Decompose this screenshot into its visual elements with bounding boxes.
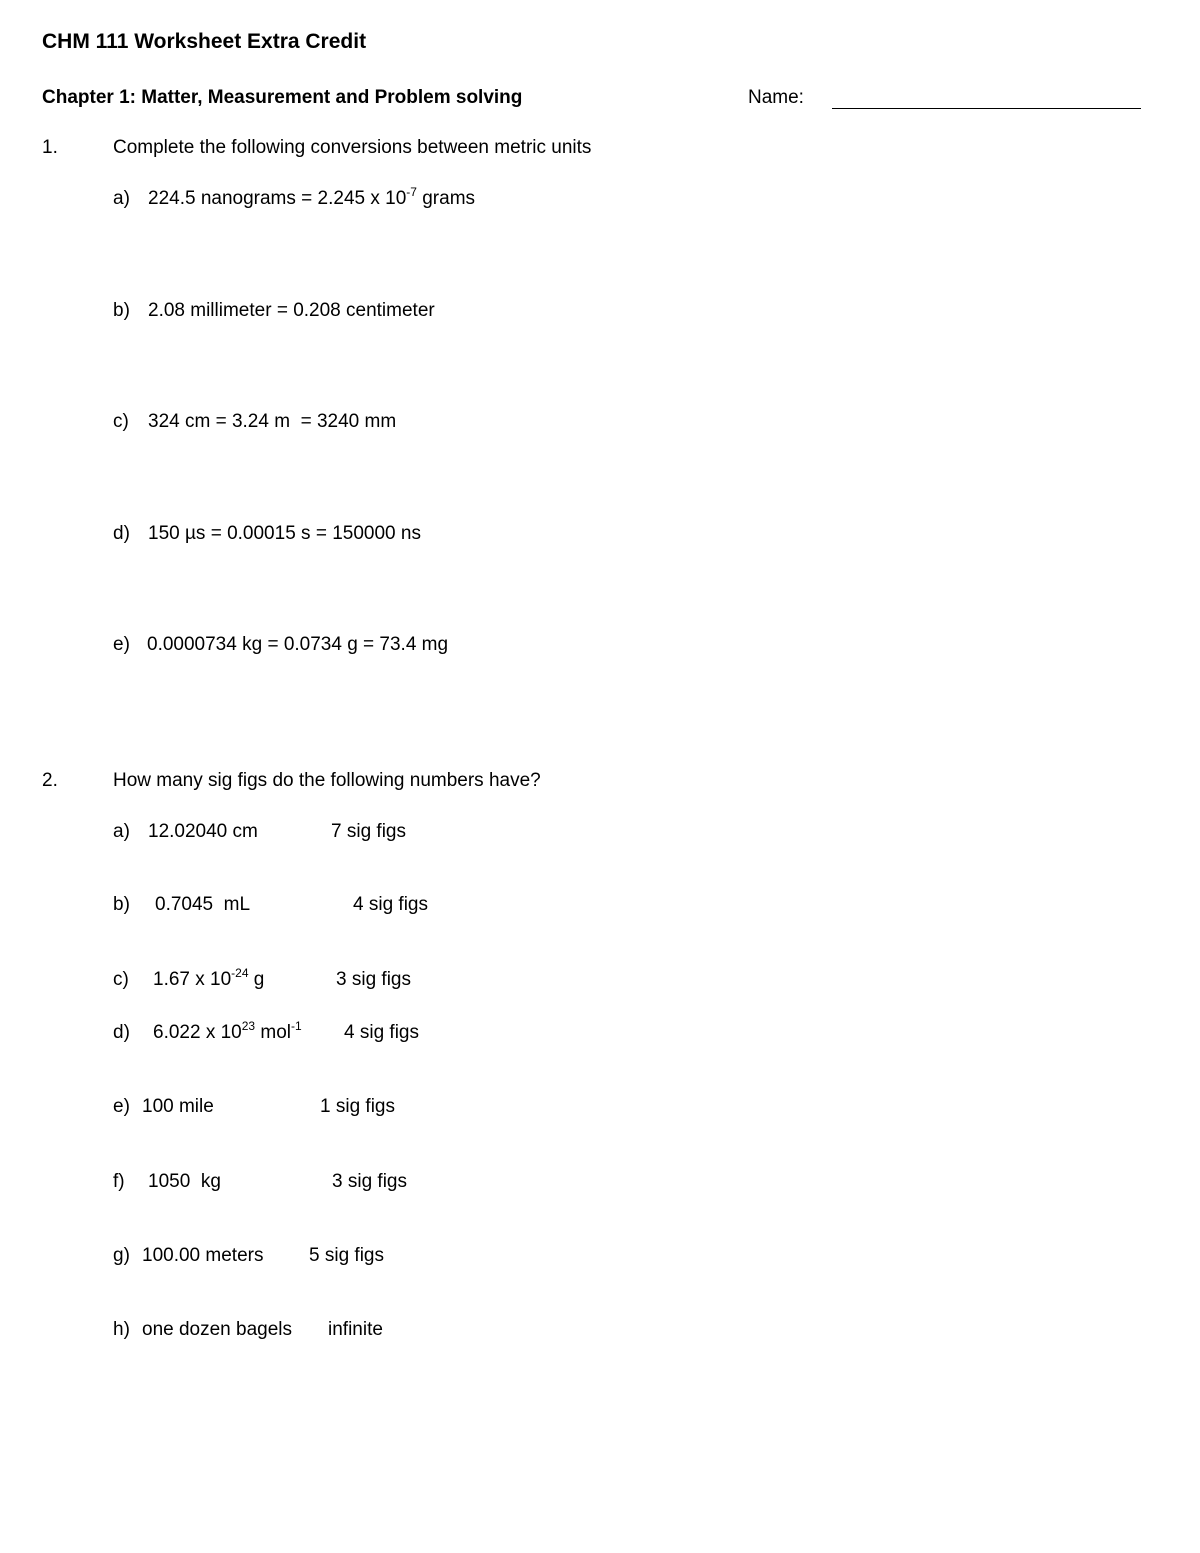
question-1-number: 1.	[42, 137, 58, 158]
q2-item-h-answer: infinite	[328, 1319, 383, 1340]
q2-item-g-answer: 5 sig figs	[309, 1245, 384, 1266]
worksheet-title: CHM 111 Worksheet Extra Credit	[42, 30, 367, 53]
q1-item-b-text: 2.08 millimeter = 0.208 centimeter	[148, 300, 435, 321]
q2-item-b-letter: b)	[113, 894, 130, 915]
name-blank-line	[832, 108, 1141, 109]
q1-item-b-letter: b)	[113, 300, 130, 321]
q2-item-e-value: 100 mile	[142, 1096, 214, 1117]
q2-item-g-value: 100.00 meters	[142, 1245, 264, 1266]
q2-item-c-letter: c)	[113, 969, 129, 990]
name-label: Name:	[748, 87, 804, 108]
q2-item-c-answer: 3 sig figs	[336, 969, 411, 990]
q2-item-h-value: one dozen bagels	[142, 1319, 293, 1340]
q2-item-a-answer: 7 sig figs	[331, 821, 406, 842]
q1-item-e-text: 0.0000734 kg = 0.0734 g = 73.4 mg	[147, 634, 449, 655]
q2-item-d-letter: d)	[113, 1022, 130, 1043]
q1-item-d-text: 150 µs = 0.00015 s = 150000 ns	[148, 523, 421, 544]
q2-item-e-letter: e)	[113, 1096, 130, 1117]
q1-item-d-letter: d)	[113, 523, 130, 544]
q2-item-g-letter: g)	[113, 1245, 130, 1266]
q2-item-d-answer: 4 sig figs	[344, 1022, 419, 1043]
q2-item-e-answer: 1 sig figs	[320, 1096, 395, 1117]
q2-item-b-answer: 4 sig figs	[353, 894, 428, 915]
q2-item-b-value: 0.7045 mL	[155, 894, 251, 915]
q2-item-d-value: 6.022 x $10^{23}$ mol$^{-1}$	[153, 1019, 302, 1043]
q2-item-f-value: 1050 kg	[148, 1171, 221, 1192]
q2-item-a-value: 12.02040 cm	[148, 821, 258, 842]
q1-item-a-letter: a)	[113, 188, 130, 209]
q1-item-c-text: 324 cm = 3.24 m = 3240 mm	[148, 411, 397, 432]
chapter-subtitle: Chapter 1: Matter, Measurement and Problem solving	[42, 87, 523, 108]
q1-item-e-letter: e)	[113, 634, 130, 655]
q1-item-c-letter: c)	[113, 411, 129, 432]
q2-item-f-answer: 3 sig figs	[332, 1171, 407, 1192]
q2-item-h-letter: h)	[113, 1319, 130, 1340]
q1-item-a-text: 224.5 nanograms = 2.245 x $10^{-7}$ grams	[148, 185, 476, 209]
q2-item-f-letter: f)	[113, 1171, 125, 1192]
q2-item-a-letter: a)	[113, 821, 130, 842]
question-2-number: 2.	[42, 770, 58, 791]
question-1-prompt: Complete the following conversions between metric units	[113, 137, 592, 158]
question-2-prompt: How many sig figs do the following numbers have?	[113, 770, 541, 791]
q2-item-c-value: 1.67 x $10^{-24}$ g	[153, 966, 265, 990]
